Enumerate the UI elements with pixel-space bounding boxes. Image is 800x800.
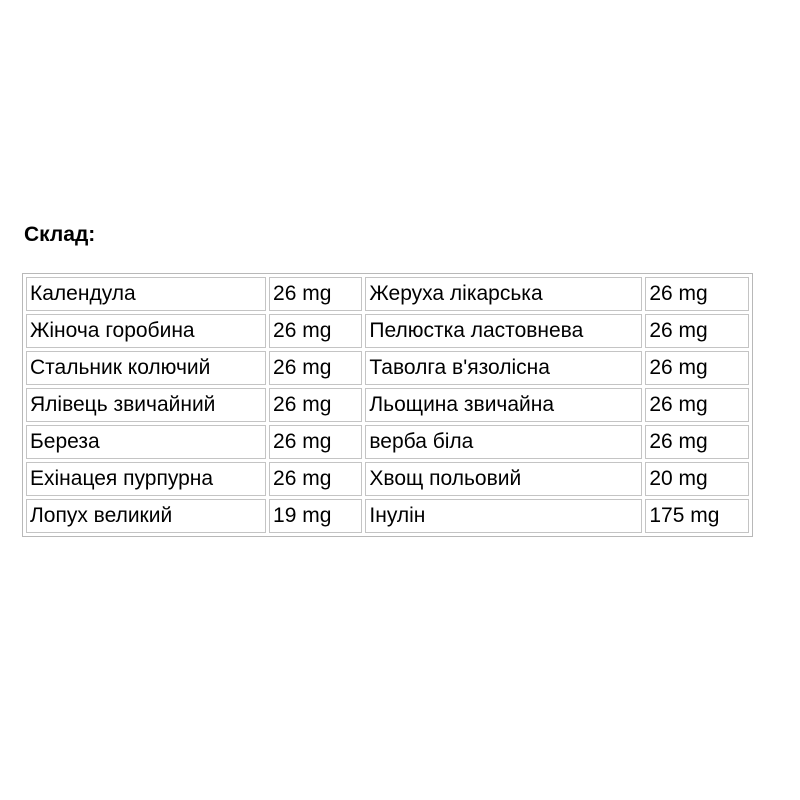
composition-table [22,273,753,537]
ingredient-dose: 19 mg [269,499,362,533]
ingredient-dose: 26 mg [645,277,749,311]
ingredient-dose: 26 mg [645,314,749,348]
table-row [26,462,749,496]
ingredient-name: Ялівець звичайний [26,388,266,422]
ingredient-dose: 26 mg [269,314,362,348]
ingredient-dose: 26 mg [269,462,362,496]
ingredient-name: Ехінацея пурпурна [26,462,266,496]
ingredient-dose: 26 mg [269,425,362,459]
ingredient-name: верба біла [365,425,642,459]
table-row [26,314,749,348]
ingredient-name: Пелюстка ластовнева [365,314,642,348]
composition-heading: Склад: [24,223,96,246]
ingredient-dose: 26 mg [269,388,362,422]
ingredient-dose: 175 mg [645,499,749,533]
table-row [26,499,749,533]
ingredient-dose: 26 mg [645,388,749,422]
composition-table-body [26,277,749,533]
ingredient-name: Жіноча горобина [26,314,266,348]
table-row [26,351,749,385]
ingredient-dose: 26 mg [269,351,362,385]
ingredient-name: Хвощ польовий [365,462,642,496]
ingredient-dose: 20 mg [645,462,749,496]
ingredient-name: Інулін [365,499,642,533]
ingredient-dose: 26 mg [645,351,749,385]
table-row [26,277,749,311]
ingredient-name: Календула [26,277,266,311]
ingredient-dose: 26 mg [269,277,362,311]
ingredient-name: Лопух великий [26,499,266,533]
table-row [26,388,749,422]
ingredient-name: Таволга в'язолісна [365,351,642,385]
ingredient-name: Жеруха лікарська [365,277,642,311]
ingredient-dose: 26 mg [645,425,749,459]
ingredient-name: Береза [26,425,266,459]
table-row [26,425,749,459]
ingredient-name: Стальник колючий [26,351,266,385]
ingredient-name: Льощина звичайна [365,388,642,422]
